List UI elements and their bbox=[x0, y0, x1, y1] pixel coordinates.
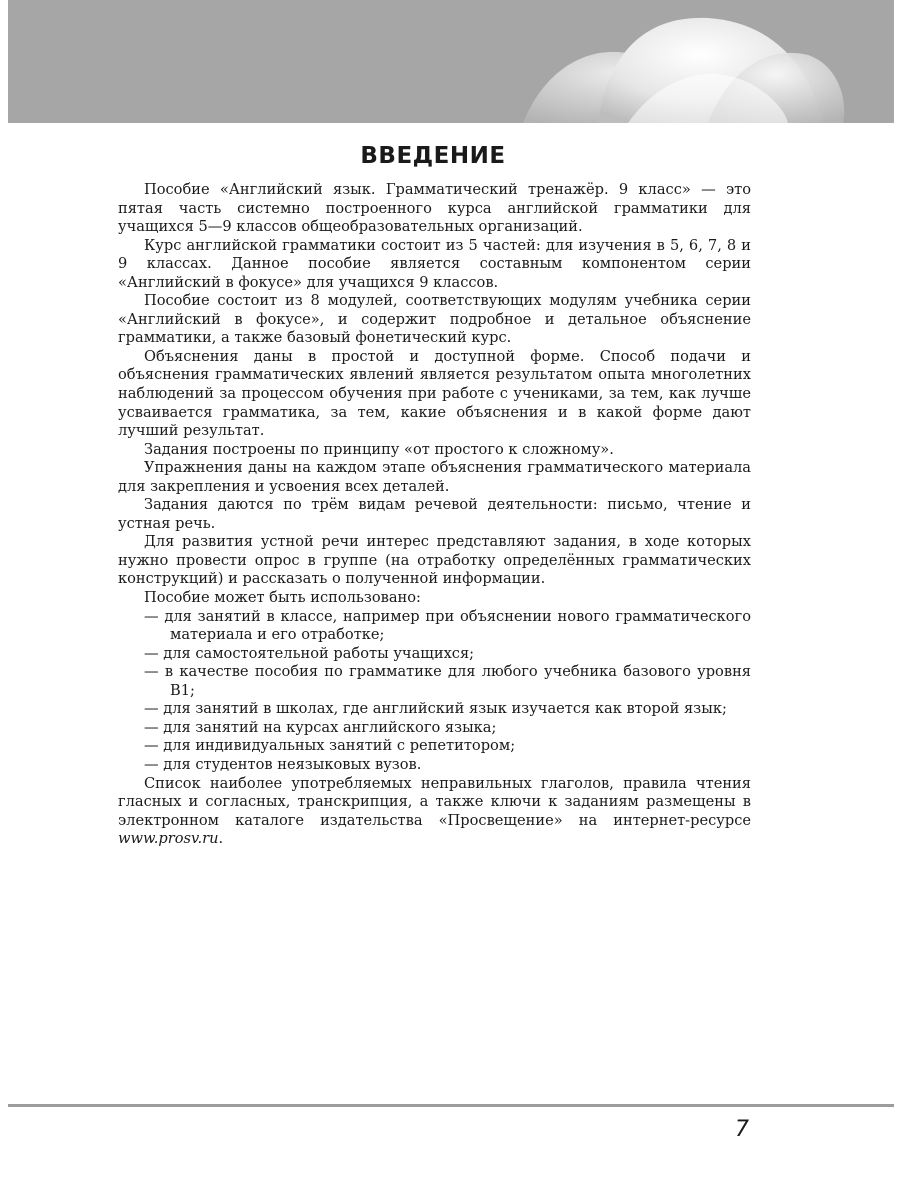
petal-decoration-icon bbox=[8, 0, 894, 123]
list-item: — для индивидуальных занятий с репетитором; bbox=[144, 737, 516, 755]
usage-list bbox=[118, 608, 751, 775]
publisher-url[interactable]: www.prosv.ru bbox=[118, 830, 219, 848]
paragraph: Курс английской грамматики состоит из 5 частей: для изучения в 5, 6, 7, 8 и 9 классах. Данное пособие является составным компонентом серии «Английский в фокусе» для учащихся 9 классов. bbox=[118, 236, 751, 291]
list-item: — в качестве пособия по грамматике для любого учебника базового уровня B1; bbox=[144, 663, 751, 699]
paragraph: Пособие состоит из 8 модулей, соответствующих модулям учебника серии «Английский в фокусе», и содержит подробное и детальное объяснение грамматики, а также базовый фонетический курс. bbox=[118, 292, 751, 347]
list-item: — для занятий в классе, например при объяснении нового грамматического материала и его отработке; bbox=[144, 607, 751, 644]
closing-text: Список наиболее употребляемых неправильных глаголов, правила чтения гласных и согласных, транскрипция, а также ключи к заданиям размещены в электронном каталоге издательства «Просвещение» на интернет-ресурсе bbox=[118, 774, 751, 829]
page-title: ВВЕДЕНИЕ bbox=[360, 143, 506, 169]
list-item: — для самостоятельной работы учащихся; bbox=[144, 644, 475, 662]
paragraph: Задания построены по принципу «от простого к сложному». bbox=[144, 440, 614, 458]
list-item: — для занятий в школах, где английский язык изучается как второй язык; bbox=[144, 700, 727, 718]
closing-paragraph bbox=[118, 775, 751, 849]
footer-rule bbox=[8, 1104, 894, 1107]
paragraph: Упражнения даны на каждом этапе объяснения грамматического материала для закрепления и усвоения всех деталей. bbox=[118, 459, 751, 495]
paragraph: Пособие может быть использовано: bbox=[144, 589, 421, 607]
list-item: — для занятий на курсах английского языка; bbox=[144, 718, 497, 736]
url-period: . bbox=[218, 830, 224, 848]
paragraph: Объяснения даны в простой и доступной форме. Способ подачи и объяснения грамматических явлений является результатом опыта многолетних наблюдений за процессом обучения при работе с учениками, за тем, как лучше усваивается грамматика, за тем, какие объяснения и в какой форме дают лучший результат. bbox=[118, 347, 751, 440]
page-number: 7 bbox=[735, 1117, 749, 1142]
header-band bbox=[8, 0, 894, 123]
list-item: — для студентов неязыковых вузов. bbox=[144, 755, 422, 773]
paragraph: Задания даются по трём видам речевой деятельности: письмо, чтение и устная речь. bbox=[118, 496, 751, 532]
paragraph: Пособие «Английский язык. Грамматический тренажёр. 9 класс» — это пятая часть системно построенного курса английской грамматики для учащихся 5—9 классов общеобразовательных организаций. bbox=[118, 181, 751, 236]
paragraph: Для развития устной речи интерес представляют задания, в ходе которых нужно провести опрос в группе (на отработку определённых грамматических конструкций) и рассказать о полученной информации. bbox=[118, 533, 751, 588]
body-text bbox=[118, 181, 751, 849]
